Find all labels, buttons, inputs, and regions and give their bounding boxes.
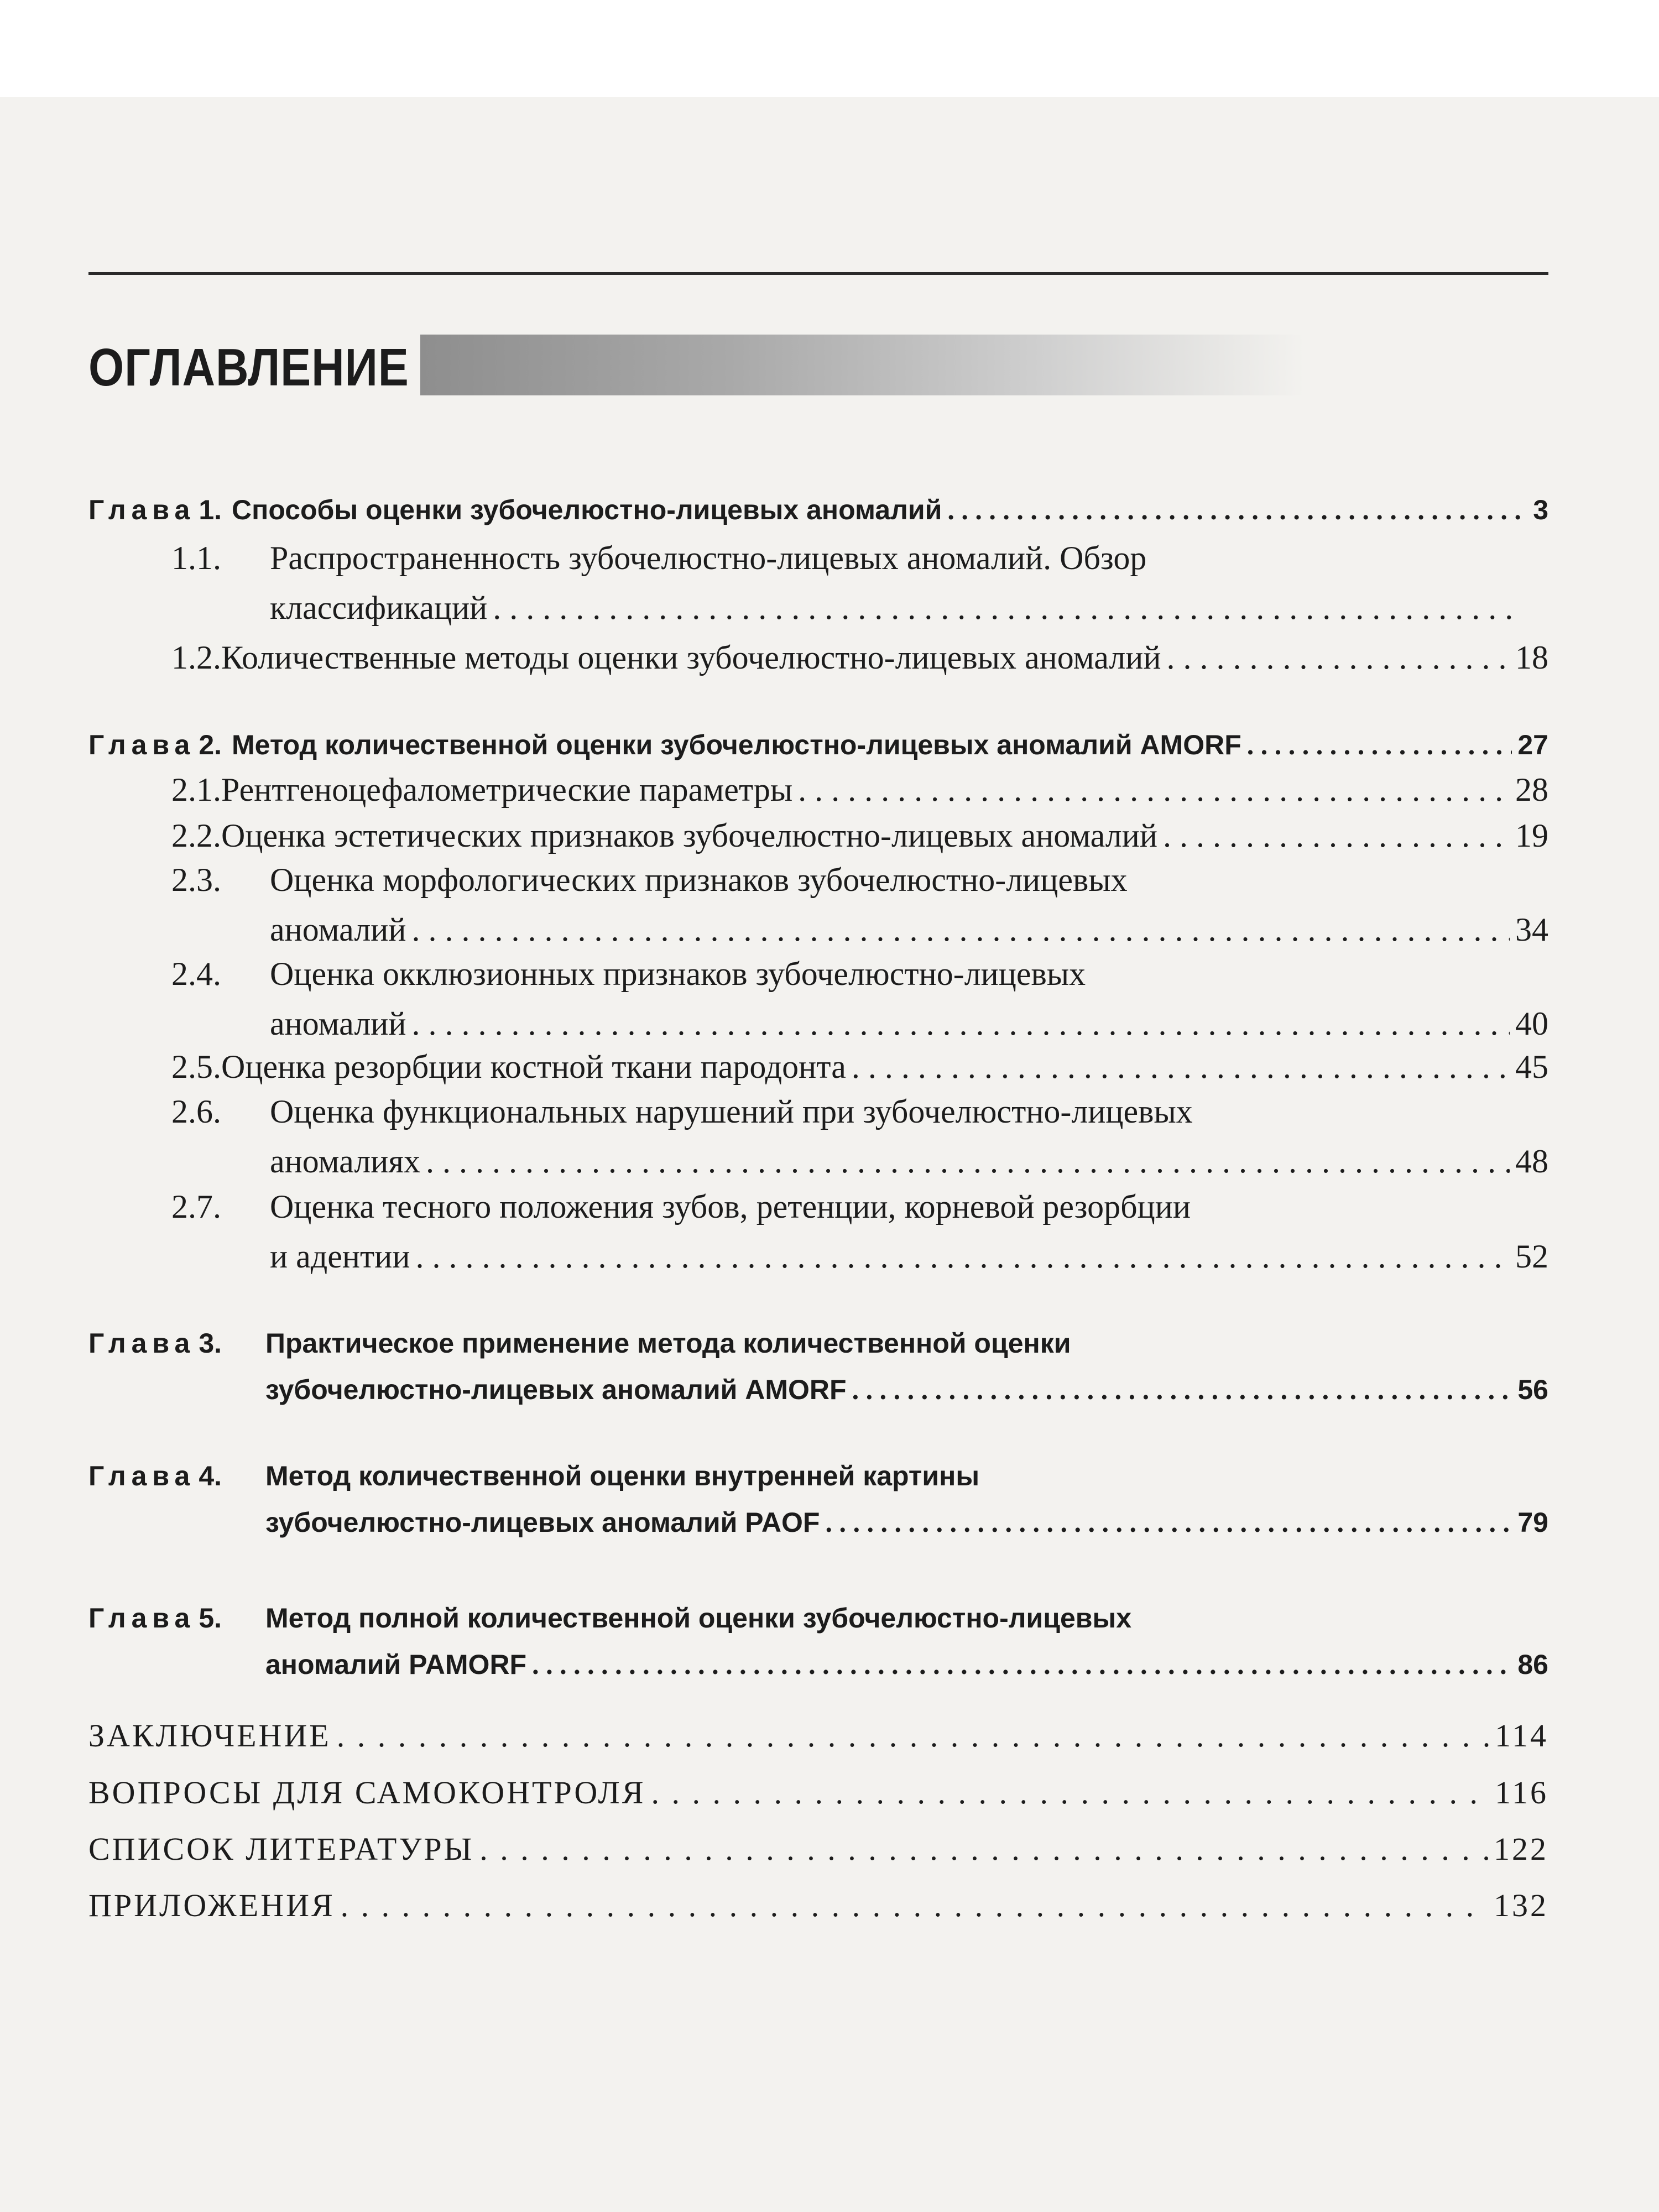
- chapter-title: Способы оценки зубочелюстно-лицевых аномалий: [232, 494, 942, 525]
- page-number: 27: [1517, 729, 1548, 760]
- chapter-number: 4.: [199, 1460, 222, 1491]
- section-title-line-2: аномалий: [270, 1005, 406, 1042]
- page-number: 56: [1517, 1374, 1548, 1405]
- section-number: 2.1.: [171, 771, 221, 808]
- section-title-line-1: Оценка морфологических признаков зубочелюстно-лицевых: [270, 862, 1128, 898]
- leader-dots: [411, 1005, 1510, 1043]
- leader-dots: [479, 1830, 1488, 1867]
- toc-section-2-1[interactable]: [171, 771, 1548, 809]
- chapter-number: 2.: [199, 729, 222, 760]
- toc-self-check-questions[interactable]: [88, 1774, 1548, 1811]
- leader-dots: [1163, 817, 1510, 855]
- toc-chapter-4[interactable]: [88, 1460, 1548, 1548]
- leader-dots: [825, 1506, 1512, 1538]
- section-title: Оценка резорбции костной ткани пародонта: [221, 1048, 846, 1085]
- toc-section-1-1[interactable]: [171, 539, 1548, 633]
- chapter-number: 1.: [199, 494, 222, 525]
- chapter-label: Глава: [88, 1603, 196, 1634]
- chapter-label: Глава: [88, 729, 196, 760]
- page-number: 40: [1515, 1005, 1548, 1042]
- page-number: 18: [1515, 639, 1548, 676]
- section-title-line-1: Распространенность зубочелюстно-лицевых аномалий. Обзор: [270, 540, 1147, 576]
- page-number: 116: [1495, 1775, 1548, 1811]
- back-matter-title: ВОПРОСЫ ДЛЯ САМОКОНТРОЛЯ: [88, 1775, 646, 1811]
- section-number: 2.5.: [171, 1048, 221, 1085]
- toc-section-2-3[interactable]: [171, 861, 1548, 955]
- leader-dots: [852, 1048, 1510, 1086]
- toc-chapter-3[interactable]: [88, 1327, 1548, 1416]
- section-number: 1.1.: [171, 540, 221, 576]
- chapter-label: Глава: [88, 1460, 196, 1491]
- page-number: 3: [1533, 494, 1548, 525]
- section-number: 2.7.: [171, 1188, 221, 1225]
- chapter-title-line-2: аномалий PAMORF: [265, 1649, 527, 1680]
- page-number: 19: [1515, 817, 1548, 854]
- section-number: 2.6.: [171, 1093, 221, 1130]
- chapter-title-line-1: Практическое применение метода количественной оценки: [265, 1328, 1071, 1359]
- section-title-line-1: Оценка тесного положения зубов, ретенции, корневой резорбции: [270, 1188, 1191, 1225]
- leader-dots: [947, 494, 1527, 526]
- toc-references[interactable]: [88, 1830, 1548, 1867]
- leader-dots: [341, 1887, 1488, 1924]
- section-number: 2.2.: [171, 817, 221, 854]
- leader-dots: [532, 1648, 1512, 1681]
- leader-dots: [798, 771, 1510, 809]
- toc-section-2-2[interactable]: [171, 817, 1548, 855]
- section-title: Оценка эстетических признаков зубочелюстно-лицевых аномалий: [221, 817, 1157, 854]
- leader-dots: [493, 589, 1521, 627]
- leader-dots: [411, 911, 1510, 949]
- chapter-number: 3.: [199, 1328, 222, 1359]
- chapter-label: Глава: [88, 1328, 196, 1359]
- toc-appendices[interactable]: [88, 1887, 1548, 1924]
- page-number: 34: [1515, 911, 1548, 948]
- page-number: 28: [1515, 771, 1548, 808]
- section-number: 1.2.: [171, 639, 221, 676]
- chapter-title: Метод количественной оценки зубочелюстно-лицевых аномалий AMORF: [232, 729, 1241, 760]
- section-title-line-1: Оценка функциональных нарушений при зубочелюстно-лицевых: [270, 1093, 1193, 1130]
- back-matter-title: ЗАКЛЮЧЕНИЕ: [88, 1718, 331, 1754]
- leader-dots: [1247, 729, 1512, 761]
- section-number: 2.4.: [171, 956, 221, 992]
- chapter-title-line-1: Метод количественной оценки внутренней картины: [265, 1460, 980, 1491]
- toc-chapter-5[interactable]: [88, 1602, 1548, 1691]
- toc-chapter-1[interactable]: [88, 494, 1548, 526]
- section-number: 2.3.: [171, 862, 221, 898]
- toc-section-1-2[interactable]: [171, 639, 1548, 677]
- page-number: 79: [1517, 1507, 1548, 1538]
- leader-dots: [426, 1142, 1510, 1181]
- back-matter-title: ПРИЛОЖЕНИЯ: [88, 1887, 335, 1923]
- page-number: 48: [1515, 1143, 1548, 1180]
- section-title: Рентгеноцефалометрические параметры: [221, 771, 793, 808]
- section-title-line-1: Оценка окклюзионных признаков зубочелюстно-лицевых: [270, 956, 1086, 992]
- leader-dots: [415, 1238, 1510, 1276]
- chapter-number: 5.: [199, 1603, 222, 1634]
- leader-dots: [1167, 639, 1510, 677]
- toc-chapter-2[interactable]: [88, 729, 1548, 761]
- back-matter-title: СПИСОК ЛИТЕРАТУРЫ: [88, 1831, 474, 1867]
- chapter-label: Глава: [88, 494, 196, 525]
- section-title-line-2: и адентии: [270, 1238, 410, 1275]
- section-title-line-2: аномалий: [270, 911, 406, 948]
- page-number: 45: [1515, 1048, 1548, 1085]
- toc-section-2-5[interactable]: [171, 1048, 1548, 1086]
- section-title-line-2: аномалиях: [270, 1143, 420, 1180]
- page-number: 52: [1515, 1238, 1548, 1275]
- toc-section-2-6[interactable]: [171, 1093, 1548, 1187]
- page-number: 114: [1495, 1718, 1548, 1754]
- section-title: Количественные методы оценки зубочелюстно-лицевых аномалий: [221, 639, 1161, 676]
- section-title-line-2: классификаций: [270, 589, 488, 626]
- toc-title: ОГЛАВЛЕНИЕ: [88, 338, 409, 397]
- toc-section-2-4[interactable]: [171, 955, 1548, 1049]
- toc-section-2-7[interactable]: [171, 1188, 1548, 1282]
- leader-dots: [852, 1374, 1512, 1406]
- leader-dots: [337, 1717, 1489, 1754]
- leader-dots: [651, 1774, 1489, 1811]
- page-number: 122: [1494, 1831, 1548, 1867]
- chapter-title-line-2: зубочелюстно-лицевых аномалий AMORF: [265, 1374, 847, 1405]
- chapter-title-line-2: зубочелюстно-лицевых аномалий PAOF: [265, 1507, 820, 1538]
- page-number: 86: [1517, 1649, 1548, 1680]
- chapter-title-line-1: Метод полной количественной оценки зубочелюстно-лицевых: [265, 1603, 1132, 1634]
- page-number: 132: [1494, 1887, 1548, 1923]
- toc-conclusion[interactable]: [88, 1717, 1548, 1754]
